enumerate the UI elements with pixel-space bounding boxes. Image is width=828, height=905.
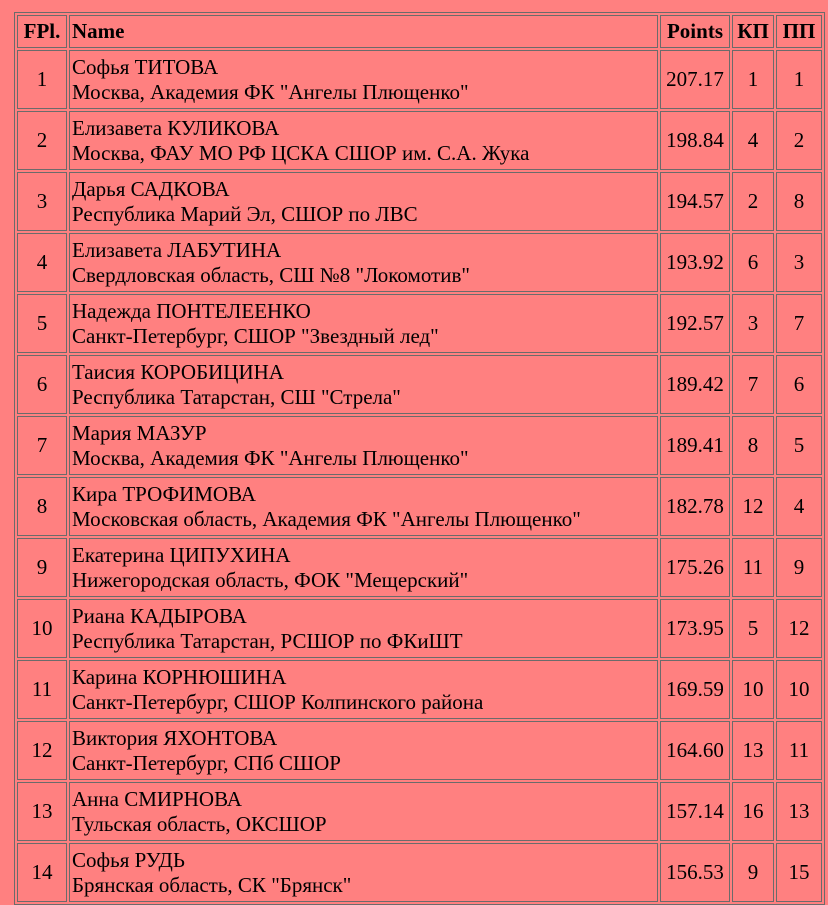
table-row xyxy=(17,355,822,414)
skater-club: Брянская область, СК "Брянск" xyxy=(72,872,352,897)
pp-cell: 8 xyxy=(776,172,822,231)
points-cell: 194.57 xyxy=(660,172,730,231)
skater-cell xyxy=(69,599,658,658)
skater-cell xyxy=(69,172,658,231)
skater-cell xyxy=(69,843,658,902)
place-cell: 8 xyxy=(17,477,67,536)
kp-cell: 12 xyxy=(732,477,774,536)
points-cell: 207.17 xyxy=(660,50,730,109)
points-cell: 189.41 xyxy=(660,416,730,475)
skater-name: Дарья САДКОВА xyxy=(72,176,230,201)
header-kp: КП xyxy=(732,15,774,48)
pp-cell: 3 xyxy=(776,233,822,292)
pp-cell: 7 xyxy=(776,294,822,353)
skater-name: Таисия КОРОБИЦИНА xyxy=(72,359,284,384)
points-cell: 192.57 xyxy=(660,294,730,353)
skater-club: Москва, ФАУ МО РФ ЦСКА СШОР им. С.А. Жука xyxy=(72,140,530,165)
place-cell: 4 xyxy=(17,233,67,292)
table-row xyxy=(17,782,822,841)
header-pp: ПП xyxy=(776,15,822,48)
table-row xyxy=(17,721,822,780)
points-cell: 198.84 xyxy=(660,111,730,170)
table-row xyxy=(17,233,822,292)
kp-cell: 10 xyxy=(732,660,774,719)
skater-name: Мария МАЗУР xyxy=(72,420,207,445)
points-cell: 193.92 xyxy=(660,233,730,292)
table-row xyxy=(17,416,822,475)
kp-cell: 16 xyxy=(732,782,774,841)
skater-cell xyxy=(69,111,658,170)
skater-name: Анна СМИРНОВА xyxy=(72,786,242,811)
kp-cell: 4 xyxy=(732,111,774,170)
skater-club: Тульская область, ОКСШОР xyxy=(72,811,327,836)
table-row xyxy=(17,599,822,658)
table-row xyxy=(17,843,822,902)
skater-club: Москва, Академия ФК "Ангелы Плющенко" xyxy=(72,79,469,104)
place-cell: 12 xyxy=(17,721,67,780)
points-cell: 173.95 xyxy=(660,599,730,658)
skater-club: Санкт-Петербург, СПб СШОР xyxy=(72,750,341,775)
pp-cell: 6 xyxy=(776,355,822,414)
place-cell: 5 xyxy=(17,294,67,353)
kp-cell: 1 xyxy=(732,50,774,109)
points-cell: 175.26 xyxy=(660,538,730,597)
skater-cell xyxy=(69,416,658,475)
points-cell: 169.59 xyxy=(660,660,730,719)
points-cell: 189.42 xyxy=(660,355,730,414)
pp-cell: 5 xyxy=(776,416,822,475)
header-row xyxy=(17,15,822,48)
table-row xyxy=(17,111,822,170)
points-cell: 182.78 xyxy=(660,477,730,536)
skater-cell xyxy=(69,538,658,597)
pp-cell: 4 xyxy=(776,477,822,536)
kp-cell: 7 xyxy=(732,355,774,414)
pp-cell: 13 xyxy=(776,782,822,841)
skater-cell xyxy=(69,50,658,109)
skater-cell xyxy=(69,660,658,719)
header-name: Name xyxy=(69,15,658,48)
skater-club: Нижегородская область, ФОК "Мещерский" xyxy=(72,567,469,592)
skater-name: Елизавета КУЛИКОВА xyxy=(72,115,280,140)
kp-cell: 9 xyxy=(732,843,774,902)
kp-cell: 8 xyxy=(732,416,774,475)
skater-name: Софья РУДЬ xyxy=(72,847,185,872)
skater-cell xyxy=(69,233,658,292)
skater-club: Санкт-Петербург, СШОР "Звездный лед" xyxy=(72,323,439,348)
place-cell: 13 xyxy=(17,782,67,841)
skater-cell xyxy=(69,782,658,841)
skater-name: Риана КАДЫРОВА xyxy=(72,603,247,628)
pp-cell: 1 xyxy=(776,50,822,109)
table-row xyxy=(17,294,822,353)
place-cell: 1 xyxy=(17,50,67,109)
kp-cell: 11 xyxy=(732,538,774,597)
skater-club: Санкт-Петербург, СШОР Колпинского района xyxy=(72,689,484,714)
pp-cell: 11 xyxy=(776,721,822,780)
skater-name: Софья ТИТОВА xyxy=(72,54,219,79)
skater-club: Москва, Академия ФК "Ангелы Плющенко" xyxy=(72,445,469,470)
place-cell: 6 xyxy=(17,355,67,414)
skater-club: Республика Марий Эл, СШОР по ЛВС xyxy=(72,201,418,226)
table-row xyxy=(17,50,822,109)
skater-name: Кира ТРОФИМОВА xyxy=(72,481,256,506)
pp-cell: 15 xyxy=(776,843,822,902)
pp-cell: 2 xyxy=(776,111,822,170)
skater-cell xyxy=(69,721,658,780)
pp-cell: 10 xyxy=(776,660,822,719)
kp-cell: 2 xyxy=(732,172,774,231)
table-row xyxy=(17,538,822,597)
points-cell: 156.53 xyxy=(660,843,730,902)
kp-cell: 6 xyxy=(732,233,774,292)
skater-name: Карина КОРНЮШИНА xyxy=(72,664,287,689)
header-place: FPl. xyxy=(17,15,67,48)
skater-cell xyxy=(69,355,658,414)
skater-name: Виктория ЯХОНТОВА xyxy=(72,725,278,750)
skater-name: Надежда ПОНТЕЛЕЕНКО xyxy=(72,298,311,323)
kp-cell: 3 xyxy=(732,294,774,353)
points-cell: 157.14 xyxy=(660,782,730,841)
table-row xyxy=(17,660,822,719)
header-points: Points xyxy=(660,15,730,48)
place-cell: 11 xyxy=(17,660,67,719)
place-cell: 10 xyxy=(17,599,67,658)
skater-club: Республика Татарстан, СШ "Стрела" xyxy=(72,384,401,409)
place-cell: 2 xyxy=(17,111,67,170)
skater-club: Свердловская область, СШ №8 "Локомотив" xyxy=(72,262,470,287)
skater-cell xyxy=(69,294,658,353)
skater-club: Республика Татарстан, РСШОР по ФКиШТ xyxy=(72,628,463,653)
kp-cell: 5 xyxy=(732,599,774,658)
skater-name: Екатерина ЦИПУХИНА xyxy=(72,542,291,567)
pp-cell: 9 xyxy=(776,538,822,597)
pp-cell: 12 xyxy=(776,599,822,658)
skater-name: Елизавета ЛАБУТИНА xyxy=(72,237,282,262)
place-cell: 9 xyxy=(17,538,67,597)
results-body xyxy=(17,50,822,902)
skater-cell xyxy=(69,477,658,536)
skater-club: Московская область, Академия ФК "Ангелы Плющенко" xyxy=(72,506,581,531)
place-cell: 7 xyxy=(17,416,67,475)
place-cell: 14 xyxy=(17,843,67,902)
place-cell: 3 xyxy=(17,172,67,231)
results-table xyxy=(14,12,825,905)
table-row xyxy=(17,172,822,231)
table-row xyxy=(17,477,822,536)
kp-cell: 13 xyxy=(732,721,774,780)
points-cell: 164.60 xyxy=(660,721,730,780)
